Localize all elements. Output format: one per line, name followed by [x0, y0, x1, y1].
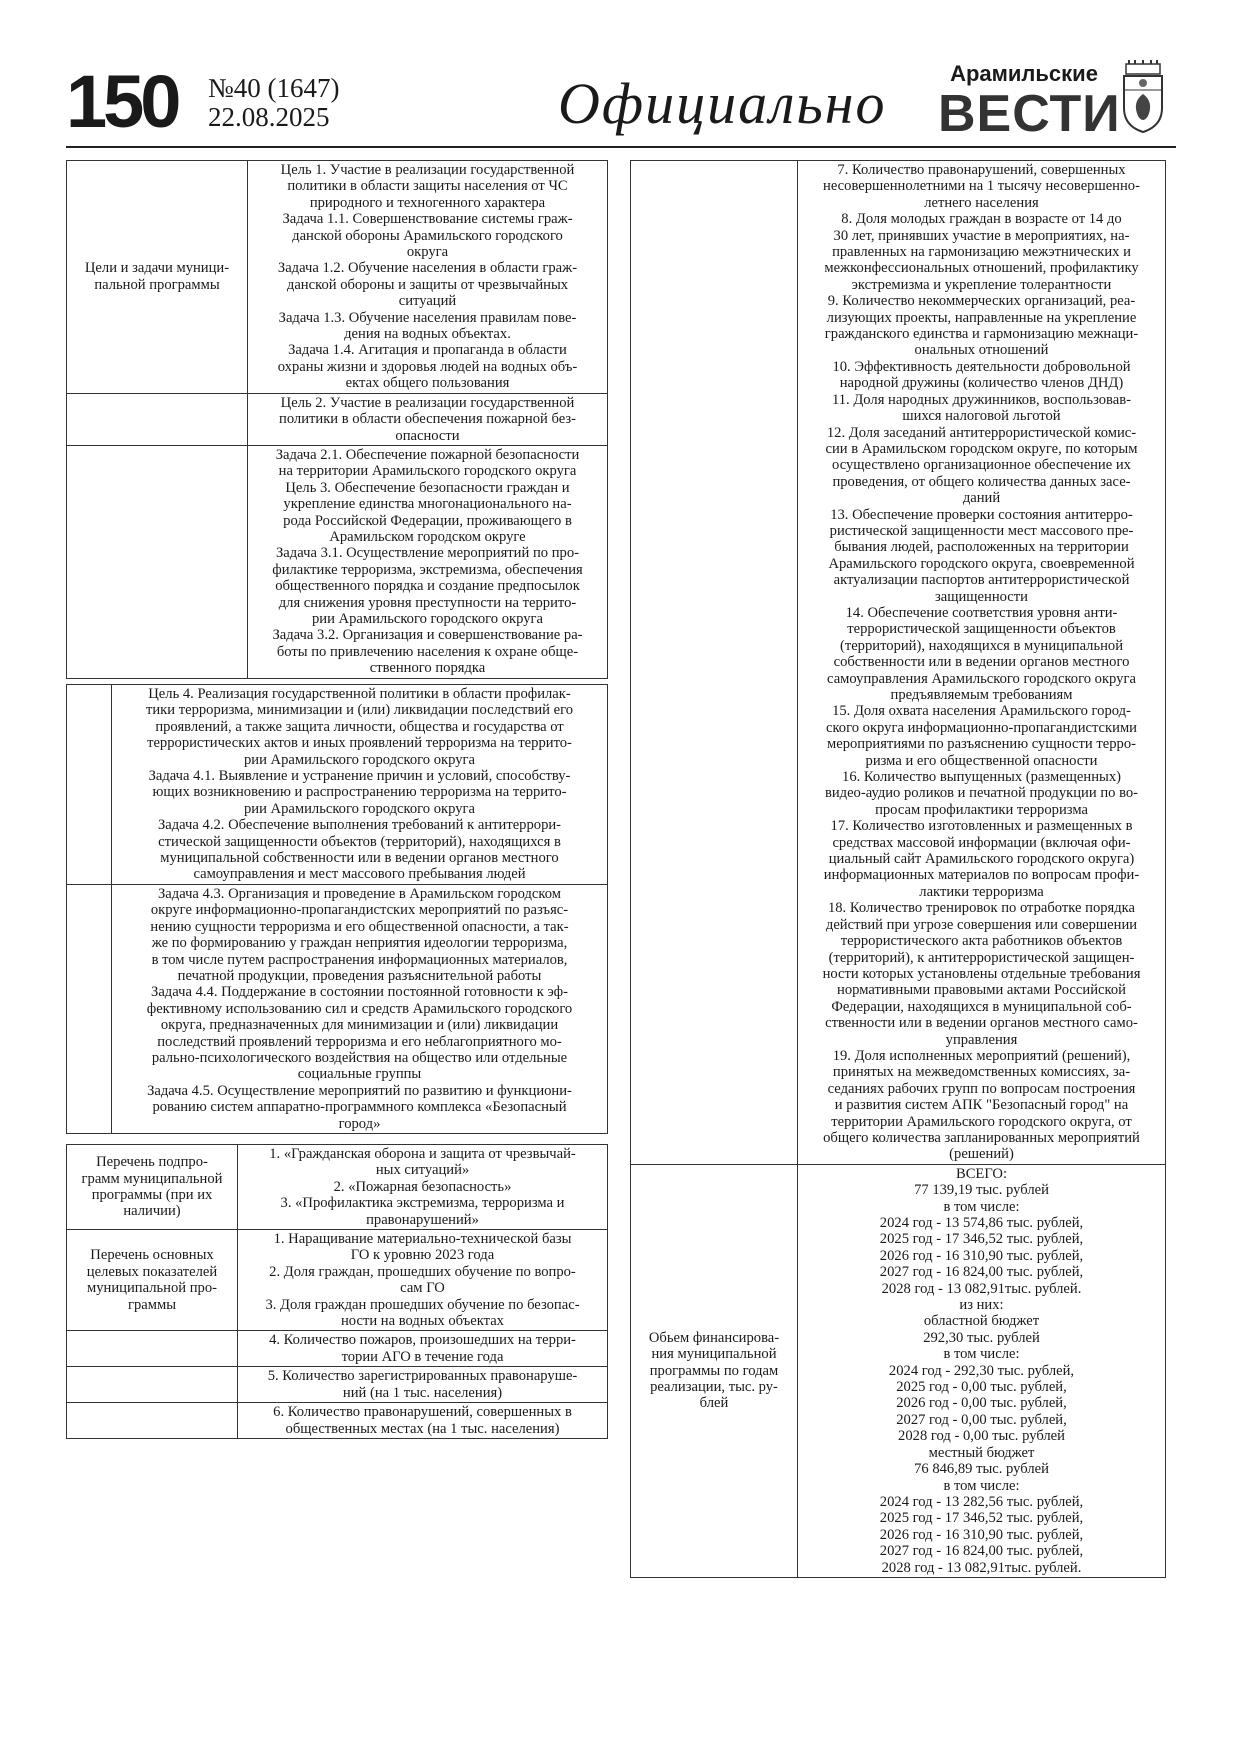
text-line: ющих возникновению и распространению терроризма на террито-: [152, 784, 567, 801]
text-line: 30 лет, принявших участие в мероприятиях, на-: [833, 227, 1130, 244]
text-line: реализации, тыс. ру-: [650, 1379, 778, 1396]
text-line: 2026 год - 16 310,90 тыс. рублей,: [879, 1247, 1084, 1264]
text-line: на территории Арамильского городского округа: [278, 463, 577, 480]
logo-top-text: Арамильские: [950, 61, 1098, 86]
issue-info: [208, 74, 340, 132]
text-line: проявлений, а также защита личности, общества и государства от: [155, 718, 564, 735]
table-row: [67, 884, 608, 1133]
table-cell: [248, 445, 608, 678]
text-line: нормативными правовыми актами Российской: [837, 982, 1126, 999]
text-line: политики в области обеспечения пожарной без-: [279, 411, 576, 428]
text-line: (территорий), находящихся в муниципальной: [839, 637, 1124, 654]
text-line: рии Арамильского городского округа: [243, 800, 475, 817]
text-line: ний (на 1 тыс. населения): [342, 1384, 503, 1401]
text-line: Задача 3.2. Организация и совершенствование ра-: [272, 627, 583, 644]
text-line: ности на водных объектах: [341, 1313, 504, 1330]
table-cell: [798, 161, 1166, 1165]
text-line: экстремизма и укрепление толерантности: [851, 276, 1112, 293]
empty-cell: [67, 445, 248, 678]
text-line: целевых показателей: [86, 1263, 218, 1280]
text-line: (территорий), к антитеррористической защищен-: [828, 949, 1135, 966]
logo-main-text: ВЕСТИ: [938, 85, 1121, 143]
text-line: ектах общего пользования: [345, 375, 510, 392]
text-line: Задача 4.5. Осуществление мероприятий по развитию и функциони-: [147, 1082, 572, 1099]
goals-table-part1: [66, 160, 608, 679]
text-line: Задача 4.4. Поддержание в состоянии постоянной готовности к эф-: [151, 984, 568, 1001]
text-line: 2025 год - 17 346,52 тыс. рублей,: [879, 1510, 1084, 1527]
text-line: Задача 4.1. Выявление и устранение причин и условий, способству-: [148, 768, 571, 785]
text-line: Перечень подпро-: [96, 1154, 208, 1171]
text-line: рода Российской Федерации, проживающего в: [283, 512, 572, 529]
text-line: осуществлено организационное обеспечение их: [832, 457, 1131, 474]
text-line: сии в Арамильском городском округе, по которым: [825, 440, 1138, 457]
text-line: 2026 год - 0,00 тыс. рублей,: [896, 1395, 1067, 1412]
text-line: город»: [338, 1115, 381, 1132]
text-line: правленных на гармонизацию межэтнических и: [832, 244, 1131, 261]
empty-cell: [67, 884, 112, 1133]
text-line: седаниях рабочих групп по вопросам построения: [827, 1080, 1136, 1097]
text-line: тории АГО в течение года: [341, 1348, 504, 1365]
text-line: 1. «Гражданская оборона и защита от чрезвычай-: [269, 1146, 576, 1162]
text-line: ского округа информационно-пропагандистскими: [825, 719, 1137, 736]
text-line: 76 846,89 тыс. рублей: [914, 1461, 1049, 1478]
indicators-table: [66, 1144, 608, 1439]
text-line: мероприятиями по разъяснению сущности терро-: [827, 736, 1136, 753]
text-line: 2. «Пожарная безопасность»: [333, 1178, 512, 1195]
text-line: собственности или в ведении органов местного: [833, 654, 1130, 671]
text-line: 2028 год - 0,00 тыс. рублей: [898, 1428, 1065, 1445]
text-line: 5. Количество зарегистрированных правонаруше-: [267, 1368, 578, 1385]
text-line: боты по привлечению населения к охране обще-: [276, 643, 579, 660]
text-line: управления: [945, 1031, 1018, 1048]
text-line: из них:: [959, 1297, 1004, 1314]
text-line: 15. Доля охвата населения Арамильского город-: [832, 703, 1131, 720]
text-line: 11. Доля народных дружинников, воспользовав-: [832, 391, 1131, 408]
table-row: [67, 685, 608, 885]
text-line: актуализации паспортов антитеррористической: [833, 572, 1130, 589]
text-line: Цели и задачи муници-: [84, 260, 230, 277]
text-line: данской обороны и защиты от чрезвычайных: [286, 276, 569, 293]
text-line: 292,30 тыс. рублей: [923, 1329, 1040, 1346]
table-cell: [238, 1367, 608, 1403]
text-line: средствах массовой информации (включая офи-: [832, 834, 1131, 851]
text-line: 18. Количество тренировок по отработке порядка: [827, 900, 1136, 917]
text-line: даний: [962, 490, 1001, 507]
text-line: 2028 год - 13 082,91тыс. рублей.: [881, 1559, 1082, 1576]
text-line: информационных материалов по вопросам профи-: [823, 867, 1140, 884]
text-line: Арамильском городском округе: [329, 528, 526, 545]
text-line: ния муниципальной: [651, 1346, 777, 1363]
table-cell: [238, 1331, 608, 1367]
text-line: округе информационно-пропагандистских мероприятий по разъяс-: [150, 902, 569, 919]
text-line: 13. Обеспечение проверки состояния антитерро-: [830, 506, 1133, 523]
text-line: в том числе путем распространения информационных материалов,: [151, 951, 568, 968]
text-line: рованию систем аппаратно-программного комплекса «Безопасный: [152, 1099, 567, 1116]
text-line: (решений): [949, 1146, 1014, 1163]
text-line: 9. Количество некоммерческих организаций, реа-: [827, 293, 1136, 310]
text-line: ности которых установлены отдельные требования: [822, 965, 1141, 982]
text-line: рии Арамильского городского округа: [243, 751, 475, 768]
text-line: ных ситуаций»: [375, 1162, 470, 1179]
text-line: 2026 год - 16 310,90 тыс. рублей,: [879, 1526, 1084, 1543]
text-line: блей: [699, 1395, 729, 1412]
text-line: укрепление единства многонационального на-: [283, 496, 572, 513]
empty-cell: [67, 1367, 238, 1403]
text-line: дения на водных объектах.: [344, 326, 511, 343]
text-line: народной дружины (количество членов ДНД): [839, 375, 1124, 392]
text-line: 3. «Профилактика экстремизма, терроризма и: [280, 1195, 565, 1212]
text-line: 17. Количество изготовленных и размещенных в: [830, 818, 1133, 835]
text-line: несовершеннолетними на 1 тысячу несовершенно-: [823, 178, 1140, 195]
text-line: ристической защищенности мест массового пре-: [829, 522, 1134, 539]
text-line: политики в области защиты населения от ЧС: [287, 178, 568, 195]
table-row: [67, 1403, 608, 1439]
text-line: последствий проявлений терроризма и его неблагоприятного мо-: [157, 1033, 562, 1050]
table-row: [67, 393, 608, 445]
text-line: 2024 год - 13 282,56 тыс. рублей,: [879, 1493, 1084, 1510]
table-row: [67, 161, 608, 394]
header-divider: [66, 146, 1176, 148]
table-row: [67, 1331, 608, 1367]
text-line: 2024 год - 292,30 тыс. рублей,: [888, 1362, 1075, 1379]
text-line: действий при угрозе совершения или совершении: [825, 916, 1138, 933]
text-line: опасности: [395, 427, 460, 444]
text-line: грамм муниципальной: [81, 1170, 223, 1187]
text-line: Цель 4. Реализация государственной политики в области профилак-: [148, 686, 571, 702]
row-label: [631, 1164, 798, 1577]
text-line: охраны жизни и здоровья людей на водных объ-: [277, 358, 578, 375]
text-line: для снижения уровня преступности на террито-: [278, 594, 577, 611]
text-line: программы (при их: [91, 1187, 213, 1204]
text-line: лизующих проекты, направленные на укрепление: [826, 309, 1137, 326]
text-line: 2. Доля граждан, прошедших обучение по вопро-: [269, 1263, 576, 1280]
issue-date: 22.08.2025: [208, 102, 330, 132]
indicators-financing-table: [630, 160, 1166, 1578]
section-title: Официально: [558, 71, 887, 136]
table-row: [67, 1230, 608, 1331]
text-line: Обьем финансирова-: [648, 1329, 780, 1346]
table-cell: [112, 884, 608, 1133]
text-line: граммы: [127, 1296, 177, 1313]
newspaper-logo: [938, 61, 1121, 143]
text-line: общественных местах (на 1 тыс. населения): [285, 1420, 560, 1437]
text-line: 3. Доля граждан прошедших обучение по безопас-: [265, 1296, 580, 1313]
row-label: [67, 161, 248, 394]
text-line: Задача 4.2. Обеспечение выполнения требований к антитеррори-: [157, 817, 562, 834]
empty-cell: [67, 1403, 238, 1439]
text-line: печатной продукции, проведения разъяснительной работы: [177, 967, 542, 984]
text-line: 10. Эффективность деятельности добровольной: [832, 358, 1131, 375]
text-line: пальной программы: [94, 276, 220, 293]
text-line: 2025 год - 0,00 тыс. рублей,: [896, 1379, 1067, 1396]
text-line: 1. Наращивание материально-технической базы: [273, 1231, 572, 1248]
text-line: 12. Доля заседаний антитеррористической комис-: [826, 424, 1137, 441]
text-line: бывания людей, расположенных на территории: [834, 539, 1129, 556]
text-line: Арамильского городского округа, своевременной: [828, 555, 1135, 572]
text-line: Задача 1.3. Обучение населения правилам пове-: [278, 309, 577, 326]
text-line: самоуправления и мест массового пребывания людей: [193, 866, 526, 883]
text-line: стической защищенности объектов (территорий), находящихся в: [158, 833, 561, 850]
text-line: местный бюджет: [928, 1444, 1035, 1461]
text-line: 2028 год - 13 082,91тыс. рублей.: [881, 1280, 1082, 1297]
text-line: предъявляемым требованиям: [890, 687, 1073, 703]
text-line: рально-психологического воздействия на общество или отдельные: [151, 1049, 568, 1066]
text-line: 2024 год - 13 574,86 тыс. рублей,: [879, 1215, 1084, 1231]
text-line: лактики терроризма: [919, 883, 1044, 900]
text-line: нению сущности терроризма и его общественной опасности, а так-: [150, 918, 569, 935]
text-line: округа, предназначенных для минимизации и (или) ликвидации: [160, 1017, 559, 1034]
text-line: 6. Количество правонарушений, совершенных в: [273, 1404, 572, 1421]
text-line: самоуправления Арамильского городского округа: [827, 670, 1136, 687]
text-line: ризма и его общественной опасности: [865, 752, 1098, 769]
text-line: видео-аудио роликов и печатной продукции по во-: [824, 785, 1139, 802]
text-line: филактике терроризма, экстремизма, обеспечения: [272, 561, 583, 578]
text-line: муниципальной про-: [87, 1280, 217, 1297]
text-line: же по формированию у граждан неприятия идеологии терроризма,: [151, 935, 568, 952]
issue-number: №40 (1647): [208, 73, 340, 103]
row-label: [67, 1230, 238, 1331]
table-cell: [248, 393, 608, 445]
page-number: 150: [66, 60, 178, 143]
text-line: рии Арамильского городского округа: [311, 610, 543, 627]
text-line: террористической защищенности объектов: [847, 621, 1116, 638]
text-line: наличии): [123, 1203, 181, 1220]
text-line: шихся налоговой льготой: [902, 408, 1061, 425]
empty-cell: [67, 1331, 238, 1367]
text-line: 16. Количество выпущенных (размещенных): [842, 769, 1121, 786]
text-line: 8. Доля молодых граждан в возрасте от 14 до: [841, 211, 1122, 228]
text-line: в том числе:: [943, 1198, 1020, 1215]
text-line: 14. Обеспечение соответствия уровня анти-: [845, 604, 1118, 621]
text-line: 77 139,19 тыс. рублей: [914, 1182, 1049, 1199]
table-row: [631, 161, 1166, 1165]
text-line: правонарушений»: [366, 1211, 479, 1228]
text-line: 4. Количество пожаров, произошедших на терри-: [269, 1332, 576, 1349]
table-cell: [248, 161, 608, 394]
text-line: Задача 1.4. Агитация и пропаганда в области: [288, 342, 567, 359]
text-line: природного и техногенного характера: [309, 194, 546, 211]
text-line: Задача 1.2. Обучение населения в области граж-: [277, 260, 578, 277]
text-line: 2027 год - 16 824,00 тыс. рублей,: [879, 1264, 1084, 1281]
empty-cell: [67, 393, 248, 445]
text-line: в том числе:: [943, 1346, 1020, 1363]
text-line: и развития систем АПК "Безопасный город" на: [834, 1097, 1129, 1114]
text-line: 2025 год - 17 346,52 тыс. рублей,: [879, 1231, 1084, 1248]
page-header: [66, 58, 1176, 148]
text-line: Задача 2.1. Обеспечение пожарной безопасности: [275, 446, 580, 463]
text-line: 2027 год - 0,00 тыс. рублей,: [896, 1411, 1067, 1428]
table-row: [67, 445, 608, 678]
table-row: [67, 1145, 608, 1230]
table-cell: [238, 1403, 608, 1439]
text-line: просам профилактики терроризма: [875, 801, 1088, 818]
goals-table-part2: [66, 684, 608, 1134]
text-line: общественного порядка и создание предпосылок: [275, 578, 580, 595]
table-cell: [238, 1145, 608, 1230]
text-line: программы по годам: [649, 1362, 779, 1379]
text-line: Цель 2. Участие в реализации государственной: [280, 394, 575, 411]
text-line: проведения, от общего количества данных засе-: [832, 473, 1131, 490]
text-line: социальные группы: [297, 1066, 422, 1083]
text-line: Цель 1. Участие в реализации государственной: [280, 162, 575, 178]
text-line: Перечень основных: [90, 1247, 214, 1264]
text-line: 7. Количество правонарушений, совершенных: [837, 162, 1126, 178]
text-line: Цель 3. Обеспечение безопасности граждан и: [285, 479, 570, 496]
table-row: [67, 1367, 608, 1403]
row-label: [67, 1145, 238, 1230]
text-line: ситуаций: [398, 293, 457, 310]
text-line: ственного порядка: [369, 660, 486, 677]
text-line: защищенности: [935, 588, 1028, 605]
text-line: 19. Доля исполненных мероприятий (решений),: [832, 1047, 1131, 1064]
coat-of-arms-icon: [1120, 60, 1166, 134]
text-line: округа: [406, 244, 449, 261]
text-line: принятых на межведомственных комиссиях, за-: [832, 1064, 1131, 1081]
empty-cell: [67, 685, 112, 885]
text-line: данской обороны Арамильского городского: [292, 227, 563, 244]
text-line: Задача 1.1. Совершенствование системы граж-: [282, 211, 573, 228]
text-line: гражданского единства и гармонизацию межнаци-: [824, 326, 1139, 343]
text-line: Задача 3.1. Осуществление мероприятий по про-: [276, 545, 579, 562]
text-line: 2027 год - 16 824,00 тыс. рублей,: [879, 1543, 1084, 1560]
text-line: сам ГО: [400, 1280, 445, 1297]
text-line: муниципальной собственности или в ведении органов местного: [160, 850, 559, 867]
text-line: ональных отношений: [914, 342, 1049, 359]
text-line: общего количества запланированных мероприятий: [823, 1129, 1140, 1146]
empty-cell: [631, 161, 798, 1165]
text-line: террористического акта работников объектов: [840, 933, 1123, 950]
text-line: циальный сайт Арамильского городского округа): [828, 851, 1135, 868]
text-line: областной бюджет: [923, 1313, 1040, 1330]
text-line: ственности или в ведении органов местного само-: [825, 1015, 1138, 1032]
text-line: Федерации, находящихся в муниципальной соб-: [831, 998, 1132, 1015]
table-cell: [238, 1230, 608, 1331]
text-line: тики терроризма, минимизации и (или) ликвидации последствий его: [145, 702, 574, 719]
text-line: в том числе:: [943, 1477, 1020, 1494]
table-cell: [112, 685, 608, 885]
text-line: территории Арамильского городского округа, от: [831, 1113, 1132, 1130]
table-row: [631, 1164, 1166, 1577]
text-line: террористических актов и иных проявлений терроризма на террито-: [147, 735, 572, 752]
text-line: межконфессиональных отношений, профилактику: [824, 260, 1139, 277]
text-line: ГО к уровню 2023 года: [350, 1247, 495, 1264]
text-line: Задача 4.3. Организация и проведение в Арамильском городском: [157, 885, 561, 902]
text-line: фективному использованию сил и средств Арамильского городского: [146, 1000, 573, 1017]
text-line: летнего населения: [924, 194, 1039, 211]
table-cell: [798, 1164, 1166, 1577]
text-line: ВСЕГО:: [955, 1165, 1008, 1182]
